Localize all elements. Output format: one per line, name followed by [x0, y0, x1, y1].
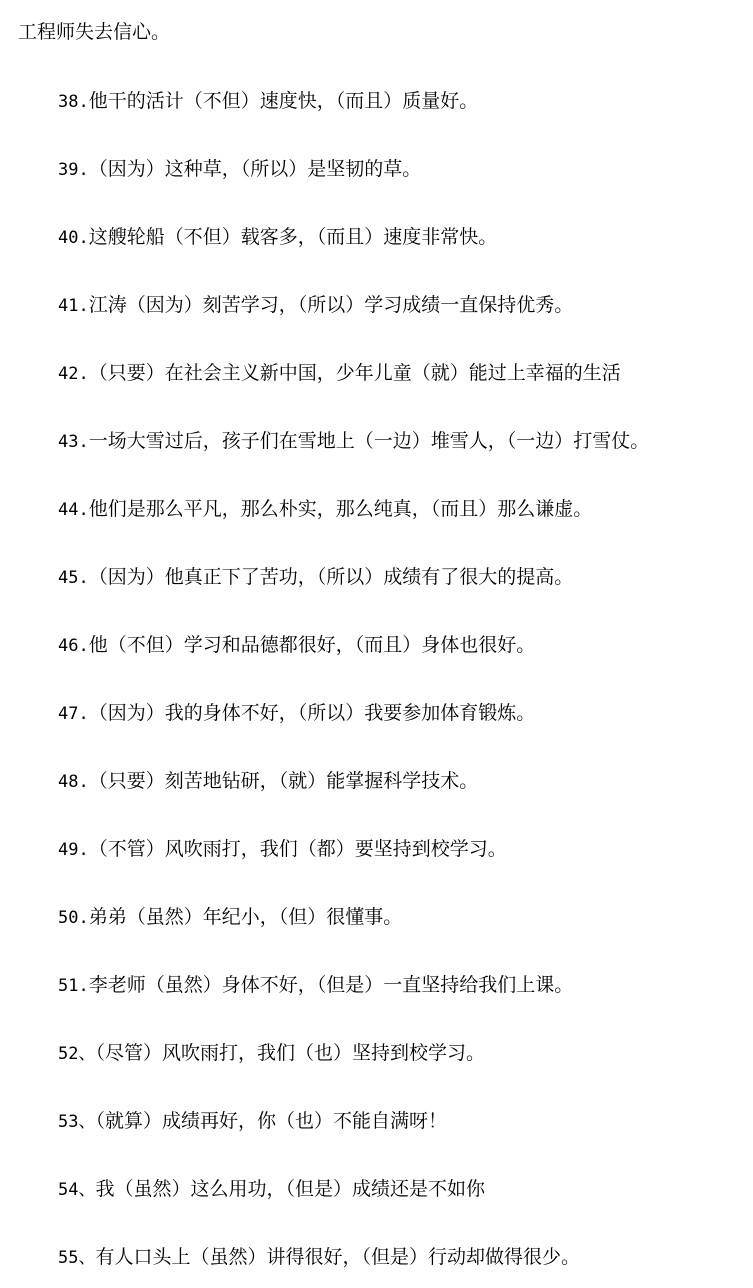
item-text: （只要）刻苦地钻研，（就）能掌握科学技术。 [88, 770, 479, 792]
item-number: 54、 [58, 1180, 96, 1200]
item-number: 39. [58, 160, 89, 180]
continuation-line: 工程师失去信心。 [18, 21, 171, 43]
list-item [58, 89, 478, 114]
item-number: 50. [58, 908, 89, 928]
item-text: （只要）在社会主义新中国，少年儿童（就）能过上幸福的生活 [88, 362, 621, 384]
item-number: 44. [58, 500, 89, 520]
item-number: 40. [58, 228, 89, 248]
item-text: （因为）我的身体不好，（所以）我要参加体育锻炼。 [88, 702, 536, 724]
item-text: （就算）成绩再好，你（也）不能自满呀！ [95, 1110, 447, 1132]
list-item [58, 429, 649, 454]
list-item [58, 1041, 485, 1066]
item-number: 41. [58, 296, 89, 316]
item-number: 45. [58, 568, 89, 588]
item-number: 53、 [58, 1112, 96, 1132]
item-number: 49. [58, 840, 89, 860]
item-text: 我（虽然）这么用功，（但是）成绩还是不如你 [95, 1178, 485, 1200]
item-number: 46. [58, 636, 89, 656]
list-item [58, 973, 573, 998]
list-item [58, 1177, 485, 1202]
list-item [58, 1245, 580, 1270]
item-text: 有人口头上（虽然）讲得很好，（但是）行动却做得很少。 [95, 1246, 580, 1268]
item-number: 51. [58, 976, 89, 996]
item-text: 他们是那么平凡，那么朴实，那么纯真，（而且）那么谦虚。 [88, 498, 593, 520]
list-item [58, 905, 402, 930]
item-number: 43. [58, 432, 89, 452]
item-number: 55、 [58, 1248, 96, 1268]
item-number: 47. [58, 704, 89, 724]
item-number: 48. [58, 772, 89, 792]
item-text: 李老师（虽然）身体不好，（但是）一直坚持给我们上课。 [88, 974, 574, 996]
item-text: 他干的活计（不但）速度快，（而且）质量好。 [88, 90, 479, 112]
item-text: （不管）风吹雨打，我们（都）要坚持到校学习。 [88, 838, 507, 860]
item-text: （因为）他真正下了苦功，（所以）成绩有了很大的提高。 [88, 566, 574, 588]
list-item [58, 837, 507, 862]
list-item [58, 157, 421, 182]
item-text: 弟弟（虽然）年纪小，（但）很懂事。 [88, 906, 403, 928]
item-text: 江涛（因为）刻苦学习，（所以）学习成绩一直保持优秀。 [88, 294, 574, 316]
item-number: 52、 [58, 1044, 96, 1064]
list-item [58, 633, 535, 658]
list-item [58, 1109, 447, 1134]
list-item [58, 225, 497, 250]
item-number: 38. [58, 92, 89, 112]
item-text: （尽管）风吹雨打，我们（也）坚持到校学习。 [95, 1042, 485, 1064]
item-text: （因为）这种草，（所以）是坚韧的草。 [88, 158, 422, 180]
item-text: 他（不但）学习和品德都很好，（而且）身体也很好。 [88, 634, 536, 656]
list-item [58, 701, 535, 726]
list-item [58, 361, 621, 386]
item-text: 这艘轮船（不但）载客多，（而且）速度非常快。 [88, 226, 498, 248]
list-item [58, 293, 573, 318]
list-item [58, 497, 592, 522]
item-text: 一场大雪过后，孩子们在雪地上（一边）堆雪人，（一边）打雪仗。 [88, 430, 650, 452]
list-item [58, 769, 478, 794]
item-number: 42. [58, 364, 89, 384]
list-item [58, 565, 573, 590]
